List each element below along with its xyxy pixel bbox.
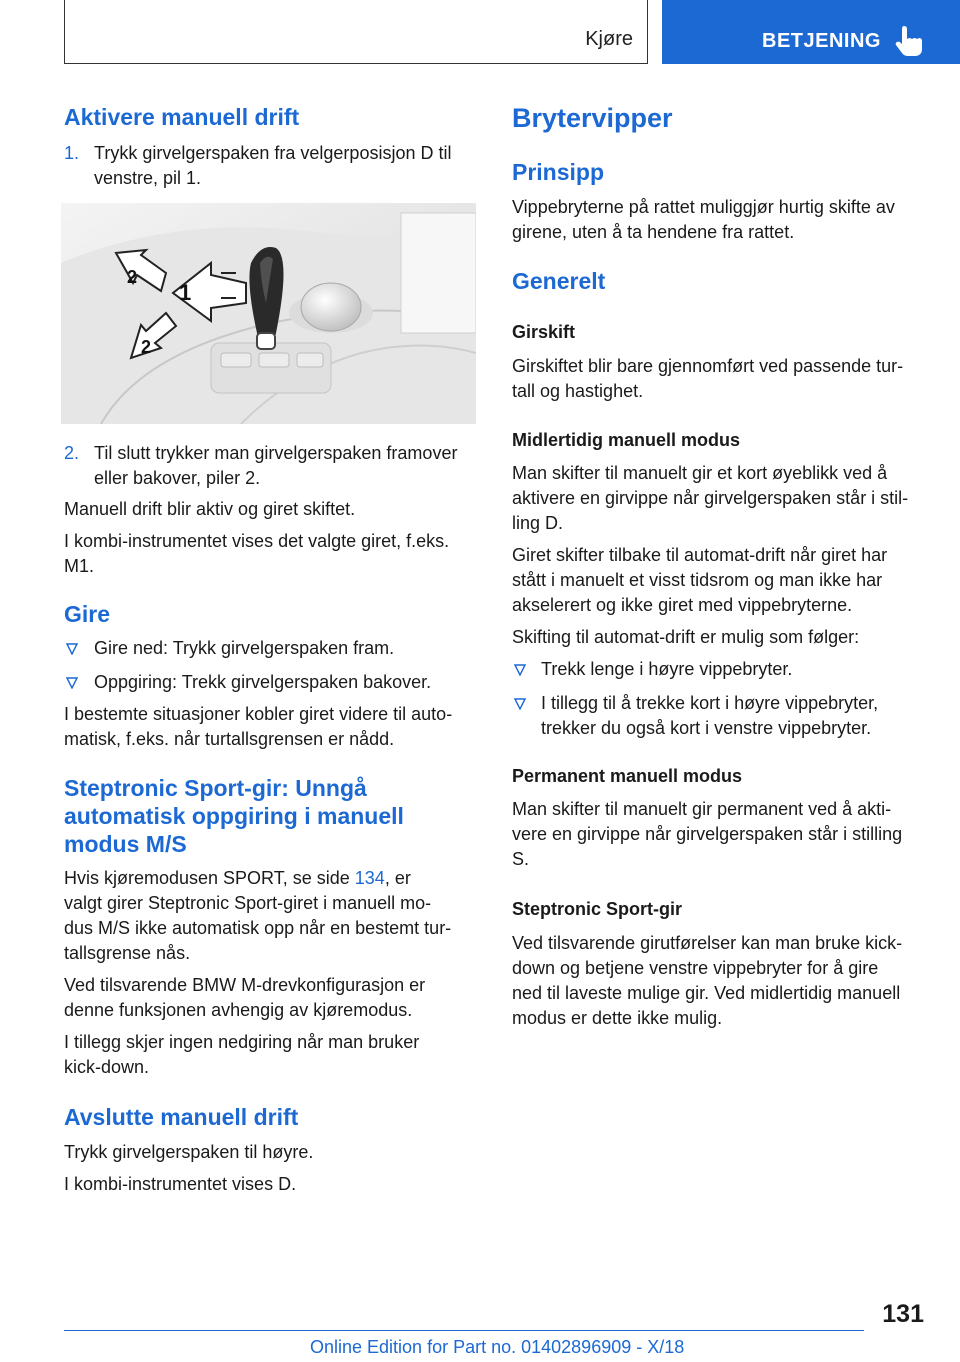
heading-brytervipper: Brytervipper xyxy=(512,103,673,133)
bullet-triangle-icon xyxy=(514,664,526,676)
subheading-sport-gir: Steptronic Sport-gir xyxy=(512,899,682,919)
para-sport-line-3: ned til laveste mulige gir. Ved midlertidig manuell xyxy=(512,983,901,1003)
subheading-midlertidig: Midlertidig manuell modus xyxy=(512,430,741,450)
step-2-line-2: eller bakover, piler 2. xyxy=(94,468,261,488)
para-avslutte-2: I kombi-instrumentet vises D. xyxy=(64,1174,297,1194)
footer-divider xyxy=(64,1330,864,1331)
para-hvis-line-4: tallsgrense nås. xyxy=(64,943,191,963)
step-2-line-1: Til slutt trykker man girvelgerspaken framover xyxy=(94,443,458,463)
bullet-triangle-icon xyxy=(66,677,78,689)
subheading-permanent: Permanent manuell modus xyxy=(512,766,743,786)
heading-gire: Gire xyxy=(64,601,111,627)
para-hvis-text-a: Hvis kjøremodusen SPORT, se side xyxy=(64,868,355,888)
para-girskift-line-1: Girskiftet blir bare gjennomført ved passende tur- xyxy=(512,356,904,376)
heading-steptronic-line-3: modus M/S xyxy=(64,831,187,857)
arrow-label-2-up: 2 xyxy=(127,267,138,287)
para-perm-line-3: S. xyxy=(512,849,530,869)
pointing-hand-icon xyxy=(894,24,924,56)
page-number: 131 xyxy=(882,1300,924,1328)
para-hvis-line-1 xyxy=(64,866,411,891)
section-title: BETJENING xyxy=(762,30,881,52)
para-kombi-line-2: M1. xyxy=(64,556,95,576)
page-reference-link[interactable]: 134 xyxy=(354,868,385,888)
heading-avslutte: Avslutte manuell drift xyxy=(64,1104,299,1130)
header-chapter-box xyxy=(64,0,648,64)
para-sport-line-1: Ved tilsvarende girutførelser kan man bruke kick- xyxy=(512,933,903,953)
step-1-line-2: venstre, pil 1. xyxy=(94,168,202,188)
skift-bullet-2-line-1: I tillegg til å trekke kort i høyre vippebryter, xyxy=(541,693,879,713)
para-tillegg-line-1: I tillegg skjer ingen nedgiring når man bruker xyxy=(64,1032,420,1052)
heading-prinsipp: Prinsipp xyxy=(512,159,605,185)
para-hvis-text-b: , er xyxy=(384,868,411,888)
para-perm-line-2: vere en girvippe når girvelgerspaken står i stilling xyxy=(512,824,903,844)
para-giret-line-1: Giret skifter tilbake til automat-drift når giret har xyxy=(512,545,888,565)
bullet-triangle-icon xyxy=(514,698,526,710)
subheading-girskift: Girskift xyxy=(512,322,576,342)
header-section-box xyxy=(662,0,960,64)
arrow-label-1: 1 xyxy=(179,280,192,305)
para-kombi-line-1: I kombi-instrumentet vises det valgte giret, f.eks. xyxy=(64,531,450,551)
para-girskift-line-2: tall og hastighet. xyxy=(512,381,644,401)
para-sport-line-4: modus er dette ikke mulig. xyxy=(512,1008,723,1028)
heading-aktivere: Aktivere manuell drift xyxy=(64,104,300,130)
arrow-label-2-down: 2 xyxy=(141,337,152,357)
gire-bullet-2: Oppgiring: Trekk girvelgerspaken bakover. xyxy=(94,672,432,692)
step-number-1: 1. xyxy=(64,143,80,163)
footer-edition-text: Online Edition for Part no. 01402896909 - X/18 xyxy=(310,1337,685,1357)
para-situ-line-2: matisk, f.eks. når turtallsgrensen er nådd. xyxy=(64,729,395,749)
para-midl-line-3: ling D. xyxy=(512,513,564,533)
skift-bullet-2-line-2: trekker du også kort i venstre vippebryter. xyxy=(541,718,872,738)
para-midl-line-2: aktivere en girvippe når girvelgerspaken står i stil- xyxy=(512,488,909,508)
heading-steptronic-line-1: Steptronic Sport-gir: Unngå xyxy=(64,775,367,801)
para-midl-line-1: Man skifter til manuelt gir et kort øyeblikk ved å xyxy=(512,463,888,483)
para-ved-line-2: denne funksjonen avhengig av kjøremodus. xyxy=(64,1000,413,1020)
step-1-line-1: Trykk girvelgerspaken fra velgerposisjon D til xyxy=(94,143,452,163)
heading-generelt: Generelt xyxy=(512,268,606,294)
para-giret-line-2: stått i manuelt et visst tidsrom og man ikke har xyxy=(512,570,883,590)
para-ved-line-1: Ved tilsvarende BMW M-drevkonfigurasjon er xyxy=(64,975,426,995)
bullet-triangle-icon xyxy=(66,643,78,655)
para-perm-line-1: Man skifter til manuelt gir permanent ved å akti- xyxy=(512,799,892,819)
para-skifting: Skifting til automat-drift er mulig som følger: xyxy=(512,627,860,647)
para-hvis-line-2: valgt girer Steptronic Sport-giret i manuell mo- xyxy=(64,893,432,913)
skift-bullet-1: Trekk lenge i høyre vippebryter. xyxy=(541,659,793,679)
para-sport-line-2: down og betjene venstre vippebryter for å gire xyxy=(512,958,879,978)
gear-selector-illustration xyxy=(61,203,476,424)
para-tillegg-line-2: kick-down. xyxy=(64,1057,150,1077)
para-hvis-line-3: dus M/S ikke automatisk opp når en bestemt tur- xyxy=(64,918,452,938)
step-number-2: 2. xyxy=(64,443,80,463)
para-prinsipp-line-1: Vippebryterne på rattet muliggjør hurtig skifte av xyxy=(512,197,895,217)
gire-bullet-1: Gire ned: Trykk girvelgerspaken fram. xyxy=(94,638,395,658)
para-aktiv: Manuell drift blir aktiv og giret skiftet. xyxy=(64,499,356,519)
heading-steptronic-line-2: automatisk oppgiring i manuell xyxy=(64,803,404,829)
para-situ-line-1: I bestemte situasjoner kobler giret videre til auto- xyxy=(64,704,453,724)
para-prinsipp-line-2: girene, uten å ta hendene fra rattet. xyxy=(512,222,795,242)
para-avslutte-1: Trykk girvelgerspaken til høyre. xyxy=(64,1142,314,1162)
para-giret-line-3: akselerert og ikke giret med vippebryterne. xyxy=(512,595,853,615)
chapter-title: Kjøre xyxy=(585,28,633,50)
